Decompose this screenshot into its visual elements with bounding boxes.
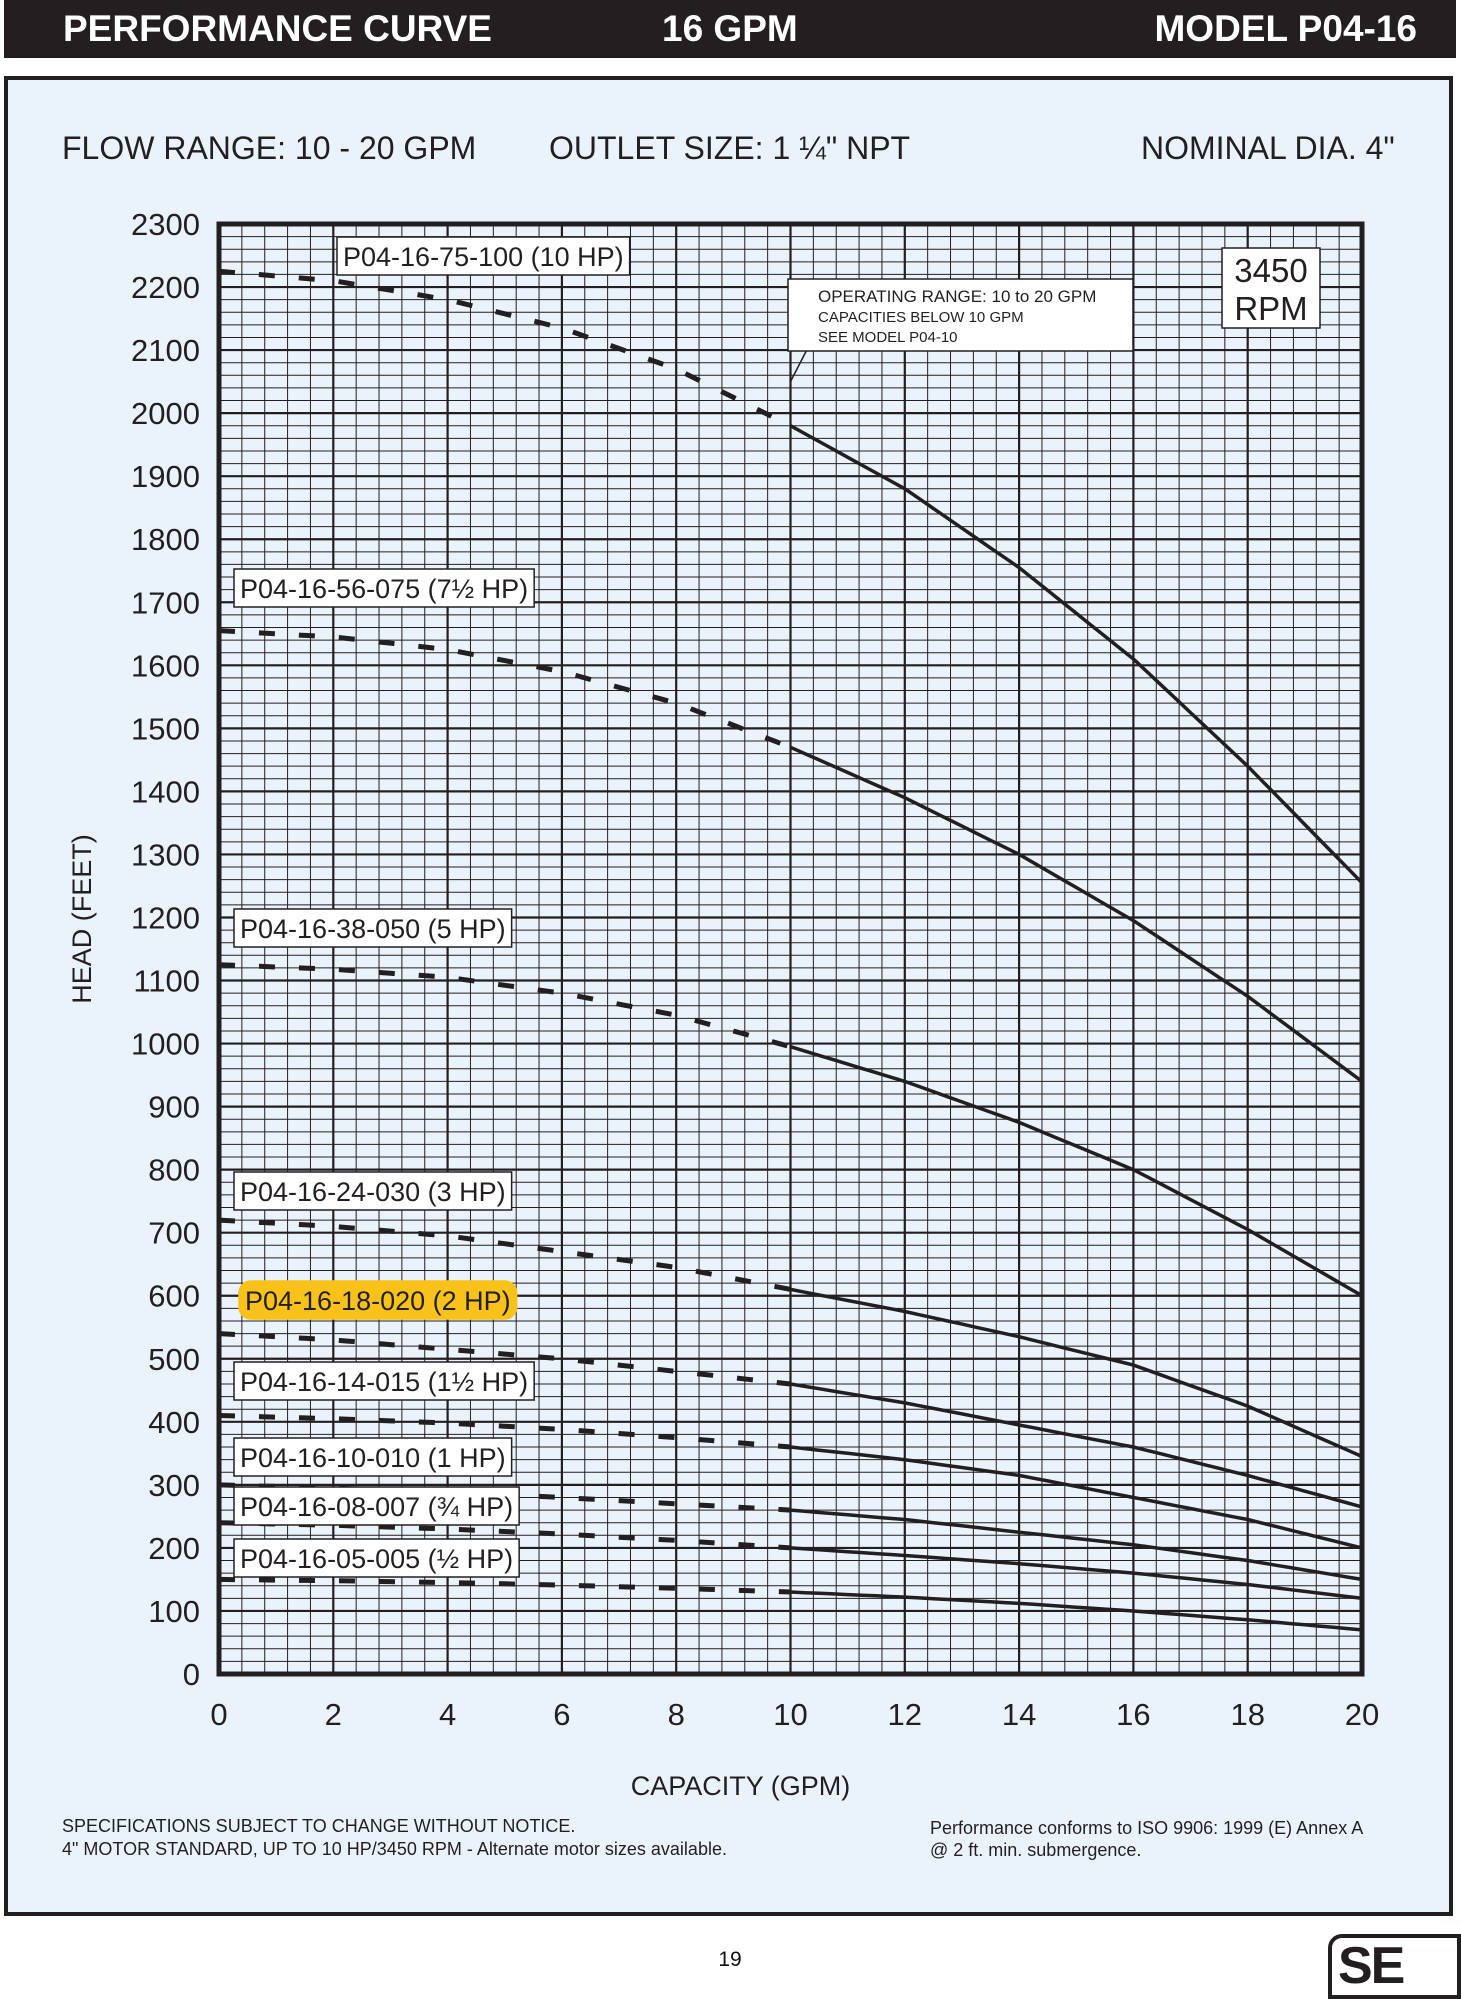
series-label xyxy=(234,1487,519,1525)
y-axis-title: HEAD (FEET) xyxy=(67,834,97,1004)
note-line: SEE MODEL P04-10 xyxy=(818,329,958,346)
flow-range-label: FLOW RANGE: 10 - 20 GPM xyxy=(62,130,477,166)
y-tick-label: 800 xyxy=(148,1152,200,1188)
y-tick-label: 1600 xyxy=(131,648,200,684)
y-tick-label: 700 xyxy=(148,1215,200,1251)
y-tick-label: 200 xyxy=(148,1530,200,1566)
nominal-dia-label: NOMINAL DIA. 4" xyxy=(1141,130,1395,166)
series-label-text: P04-16-38-050 (5 HP) xyxy=(240,914,506,944)
x-tick-label: 4 xyxy=(438,1697,457,1732)
x-axis-title: CAPACITY (GPM) xyxy=(630,1771,851,1801)
series-label xyxy=(234,1172,512,1210)
y-tick-label: 500 xyxy=(148,1341,200,1377)
series-label-text: P04-16-56-075 (7½ HP) xyxy=(240,574,529,604)
speed-box-text: 3450 xyxy=(1234,252,1308,289)
y-tick-label: 1900 xyxy=(131,459,200,495)
header-flow: 16 GPM xyxy=(662,8,798,49)
series-label-text: P04-16-14-015 (1½ HP) xyxy=(240,1367,529,1397)
series-label-text: P04-16-10-010 (1 HP) xyxy=(240,1443,506,1473)
y-tick-label: 100 xyxy=(148,1593,200,1629)
y-tick-label: 300 xyxy=(148,1467,200,1503)
series-label xyxy=(234,569,534,607)
series-label xyxy=(337,237,630,275)
series-label-text: P04-16-18-020 (2 HP) xyxy=(245,1286,511,1316)
y-tick-label: 1000 xyxy=(131,1026,200,1062)
outlet-size-label: OUTLET SIZE: 1 ¼" NPT xyxy=(549,130,911,166)
y-tick-label: 1100 xyxy=(133,963,200,999)
series-label-text: P04-16-75-100 (10 HP) xyxy=(343,242,624,272)
x-tick-label: 2 xyxy=(324,1697,342,1732)
x-tick-label: 20 xyxy=(1344,1697,1380,1732)
y-tick-label: 1400 xyxy=(131,774,200,810)
series-label xyxy=(234,1438,512,1476)
series-label xyxy=(234,909,512,947)
series-label xyxy=(239,1281,517,1319)
series-label-text: P04-16-24-030 (3 HP) xyxy=(240,1177,506,1207)
y-tick-label: 900 xyxy=(148,1089,200,1125)
speed-box xyxy=(1222,248,1320,328)
y-tick-label: 1800 xyxy=(131,522,200,558)
x-tick-label: 6 xyxy=(553,1697,571,1732)
x-tick-label: 10 xyxy=(773,1697,808,1732)
header-model: MODEL P04-16 xyxy=(1154,8,1417,49)
header-title: PERFORMANCE CURVE xyxy=(63,8,492,49)
series-label-text: P04-16-08-007 (¾ HP) xyxy=(240,1492,514,1522)
y-tick-label: 1200 xyxy=(131,900,200,936)
series-label xyxy=(234,1362,534,1400)
y-tick-label: 2100 xyxy=(131,333,200,369)
footer-submergence-note: @ 2 ft. min. submergence. xyxy=(930,1840,1142,1860)
x-tick-label: 14 xyxy=(1001,1697,1037,1732)
y-tick-label: 1300 xyxy=(131,837,200,873)
page-number: 19 xyxy=(718,1948,742,1971)
y-tick-label: 400 xyxy=(148,1404,200,1440)
sei-logo: SE xyxy=(1328,1934,1461,1999)
series-label xyxy=(234,1539,519,1577)
x-tick-label: 18 xyxy=(1230,1697,1265,1732)
footer-spec-note: SPECIFICATIONS SUBJECT TO CHANGE WITHOUT NOTICE. xyxy=(62,1816,576,1836)
y-tick-label: 600 xyxy=(148,1278,200,1314)
y-tick-label: 1700 xyxy=(131,585,200,621)
y-tick-label: 1500 xyxy=(131,711,200,747)
y-tick-label: 0 xyxy=(182,1657,200,1692)
x-tick-label: 12 xyxy=(887,1697,923,1732)
footer-motor-note: 4" MOTOR STANDARD, UP TO 10 HP/3450 RPM - Alternate motor sizes available. xyxy=(62,1839,727,1859)
y-tick-label: 2300 xyxy=(131,207,200,242)
footer-iso-note: Performance conforms to ISO 9906: 1999 (E) Annex A xyxy=(930,1818,1364,1838)
x-tick-label: 0 xyxy=(210,1697,228,1732)
x-tick-label: 8 xyxy=(667,1697,685,1732)
speed-box-text: RPM xyxy=(1234,290,1308,327)
x-tick-label: 16 xyxy=(1116,1697,1151,1732)
note-line: CAPACITIES BELOW 10 GPM xyxy=(818,309,1024,326)
y-tick-label: 2000 xyxy=(131,396,200,432)
y-tick-label: 2200 xyxy=(131,270,200,306)
note-line: OPERATING RANGE: 10 to 20 GPM xyxy=(818,287,1097,306)
series-label-text: P04-16-05-005 (½ HP) xyxy=(240,1544,514,1574)
